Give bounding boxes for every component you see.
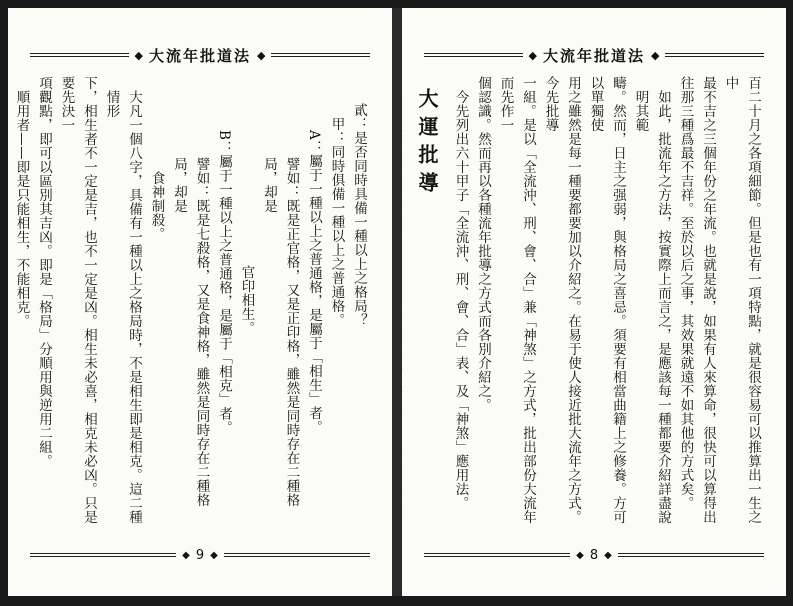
paragraph-line: 下，相生者不一定是吉，也不一定是凶。相生未必喜，相克未必凶。只是要先決一 [58,76,97,524]
paragraph-line: 百二十月之各項細節。但是也有一項特點，就是很容易可以推算出一生之中 [722,76,761,524]
footer-rule-right [224,553,370,557]
paragraph-line: 項觀點，即可以區別其吉凶。即是「格局」分順用與逆用二組。 [36,76,52,468]
list-item [8,76,10,534]
page-number: 9 [195,547,205,563]
paragraph-line: 大凡一個八字，具備有一種以上之格局時，不是相生即是相克。這二種情形 [103,89,142,524]
running-title: 大流年批道法 [149,46,252,65]
paragraph-line: 往那三種爲最不吉祥。至於以后之事，其效果就遠不如其他的方式矣。 [677,76,694,510]
footer-rule-left [30,553,176,557]
example-line: 官印相生。 [238,265,255,335]
paragraph-line: 最不吉之三個年份之年流。也就是說，如果有人來算命，很快可以算得出 [700,76,716,524]
example-line: 譬如：既是正官格，又是正印格，雖然是同時存在二種格局，却是 [261,157,300,507]
header-rule-left [424,53,523,57]
header-rule-left [30,53,129,57]
example-line: 譬如：既是七殺格，又是食神格，雖然是同時存在二種格局，却是 [171,157,210,507]
diamond-ornament-icon: ◆ [604,549,612,561]
header-rule-right [665,53,764,57]
page-footer [30,544,370,566]
page-footer [424,544,764,566]
running-title: 大流年批道法 [543,46,646,65]
paragraph-line: 如此，批流年之方法，按實際上而言之，是應該每一種都要介紹詳盡說明其範 [632,89,671,524]
diamond-ornament-icon: ◆ [134,48,143,62]
paragraph-line: 一組。是以「全流沖、刑、會、合」兼「神煞」之方式，批出部份大流年而先作一 [497,76,536,524]
example-line: 食神制殺。 [148,170,165,241]
diamond-ornament-icon: ◆ [257,48,266,62]
footer-rule-right [618,553,764,557]
running-header [424,44,764,66]
page-9 [8,8,392,596]
sub-item: 甲：同時俱備一種以上之普通格。 [328,116,345,327]
diamond-ornament-icon: ◆ [651,48,660,62]
paragraph-line: 疇。然而，日主之强弱，與格局之喜忌。須要有相當曲籍上之修養。方可以單獨使 [587,76,626,524]
page-number: 8 [589,547,599,563]
header-rule-right [271,53,370,57]
list-heading: 順用者——即是只能相生，不能相克。 [13,89,30,328]
paragraph-line: 用之雖然是每一種要都要加以介紹之。在易于使人接近批大流年之方式。今先批導 [542,76,581,524]
diamond-ornament-icon: ◆ [182,549,190,561]
paragraph-line: 個認識。然而再以各種流年批導之方式而各別介紹之。 [475,76,491,412]
sub-item: B：屬于一種以上之普通格，是屬于「相克」者。 [216,130,232,435]
section-heading: 大運批導 [415,88,439,200]
item-heading: 貳：是否同時具備一種以上之格局？ [351,103,367,327]
book-gutter [392,8,402,596]
diamond-ornament-icon: ◆ [528,48,537,62]
diamond-ornament-icon: ◆ [576,549,584,561]
page-9-body [13,76,370,534]
paragraph-line: 今先列出六十甲子「全流沖、刑、會、合」表、及「神煞」應用法。 [452,89,469,510]
footer-rule-left [424,553,570,557]
sub-item: A：屬于一種以上之普通格，是屬于「相生」者。 [306,130,322,435]
page-8 [402,8,786,596]
running-header [30,44,370,66]
page-8-body [415,76,764,534]
paragraph-line [402,76,405,534]
diamond-ornament-icon: ◆ [210,549,218,561]
